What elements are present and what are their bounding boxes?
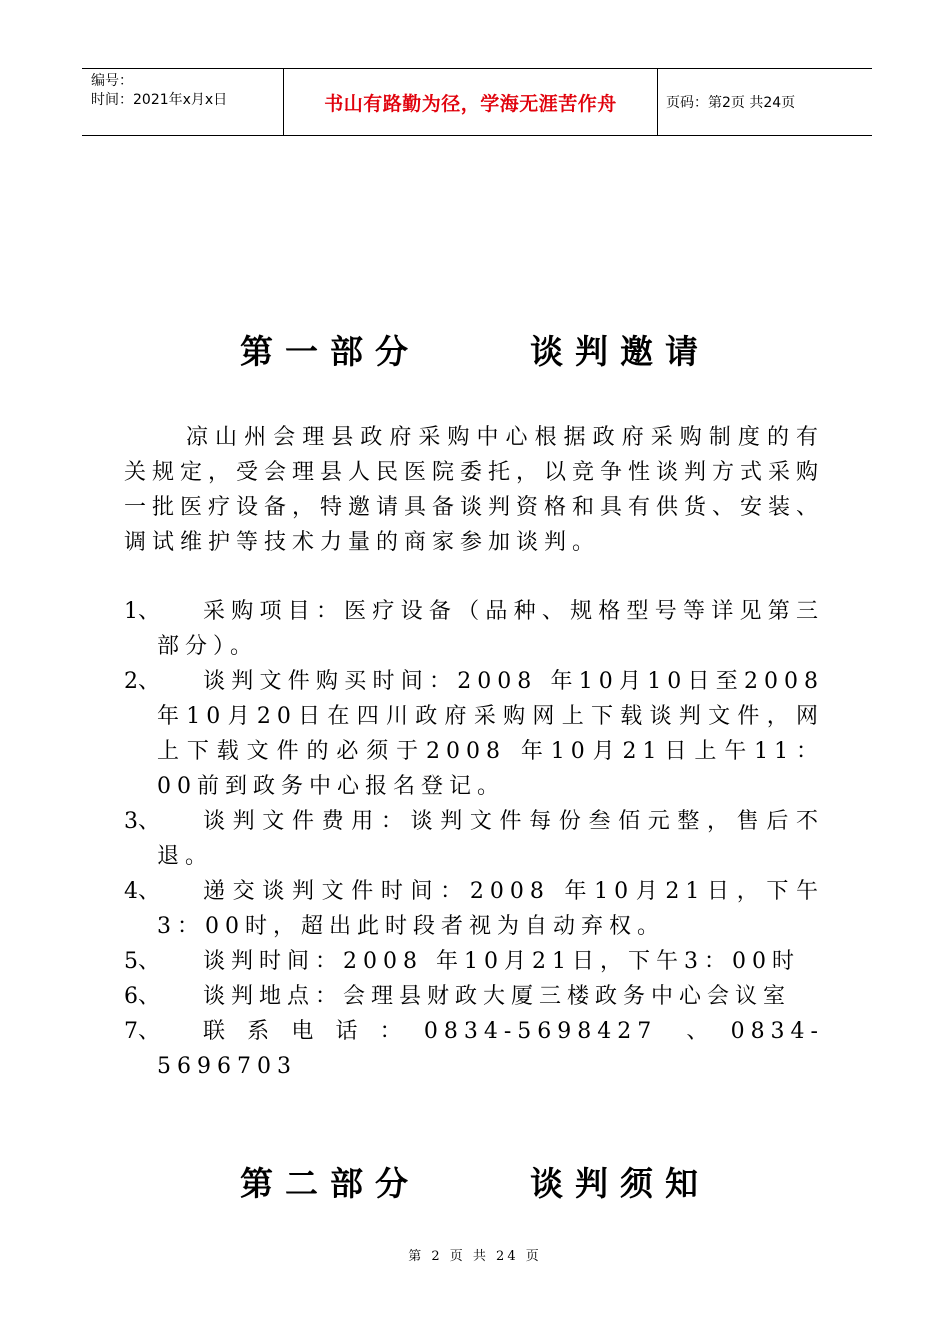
list-item-text: 谈判时间：2008 年10月21日，下午3：00时	[203, 949, 800, 974]
list-item-number: 2、	[124, 669, 160, 694]
section-2-name: 谈判须知	[530, 1164, 710, 1203]
section-2-part: 第二部分	[240, 1164, 420, 1203]
list-item	[124, 874, 824, 944]
header-motto-cell	[284, 69, 658, 135]
list-item	[124, 664, 824, 804]
list-item-text: 采购项目：医疗设备（品种、规格型号等详见第三部分）。	[157, 599, 824, 659]
list-item-number: 7、	[124, 1019, 160, 1044]
header-meta-cell	[82, 69, 284, 135]
document-header	[82, 68, 872, 136]
list-item-text: 联系电话：0834-5698427 、0834-5696703	[157, 1019, 824, 1079]
list-item-text: 谈判文件费用：谈判文件每份叁佰元整，售后不退。	[157, 809, 824, 869]
page-footer: 第 2 页 共 24 页	[408, 1249, 542, 1264]
section-1-part: 第一部分	[240, 332, 420, 371]
list-item	[124, 594, 824, 664]
section-1-name: 谈判邀请	[530, 332, 710, 371]
section-title-1	[0, 326, 950, 373]
list-item-number: 1、	[124, 599, 160, 624]
header-motto: 书山有路勤为径，学海无涯苦作舟	[324, 92, 617, 115]
header-page-info: 页码：第2页 共24页	[666, 95, 796, 111]
list-item-number: 5、	[124, 949, 160, 974]
invitation-list	[124, 594, 824, 1084]
list-item-number: 6、	[124, 984, 160, 1009]
list-item-text: 谈判地点：会理县财政大厦三楼政务中心会议室	[203, 984, 792, 1009]
list-item-number: 3、	[124, 809, 160, 834]
list-item	[124, 1014, 824, 1084]
section-title-2	[0, 1158, 950, 1205]
list-item-text: 递交谈判文件时间：2008 年10月21日，下午3：00时，超出此时段者视为自动弃权。	[157, 879, 824, 939]
list-item-text: 谈判文件购买时间：2008 年10月10日至2008 年10月20日在四川政府采购网上下载谈判文件，网上下载文件的必须于2008 年10月21日上午11：00前到政务中心报名登记。	[157, 669, 824, 799]
list-item	[124, 804, 824, 874]
intro-paragraph: 凉山州会理县政府采购中心根据政府采购制度的有关规定，受会理县人民医院委托，以竞争性谈判方式采购一批医疗设备，特邀请具备谈判资格和具有供货、安装、调试维护等技术力量的商家参加谈判。	[124, 425, 825, 555]
document-date-label: 时间：2021年x月x日	[91, 92, 228, 108]
list-item	[124, 979, 824, 1014]
document-number-label: 编号：	[91, 73, 133, 89]
list-item	[124, 944, 824, 979]
list-item-number: 4、	[124, 879, 160, 904]
header-page-cell	[658, 69, 872, 135]
